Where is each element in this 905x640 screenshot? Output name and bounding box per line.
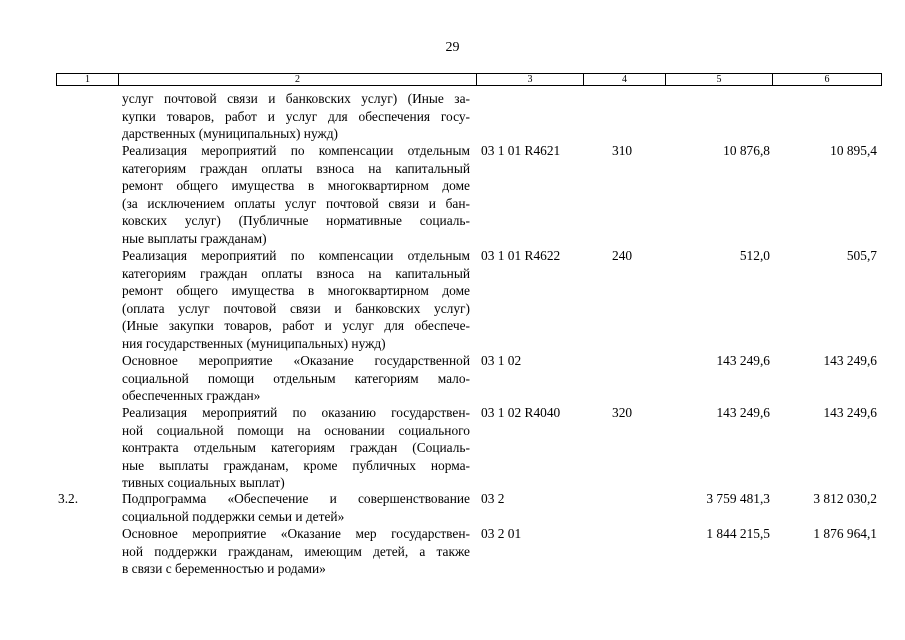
row-value-col6: 1 876 964,1 [813,526,877,541]
row-expense-type: 320 [612,405,633,420]
description-line: Реализация мероприятий по оказанию государствен- [122,405,470,420]
description-line: тивных социальных выплат) [122,475,285,490]
description-line: ной поддержки гражданам, имеющим детей, а также [122,543,470,559]
row-description [122,352,470,405]
row-value-col5: 3 759 481,3 [706,491,770,506]
description-line: купки товаров, работ и услуг для обеспечения госу- [122,108,470,124]
row-value-col6: 505,7 [846,248,877,263]
row-description [122,90,470,143]
row-description [122,404,470,492]
row-code: 03 1 01 R4621 [481,143,561,158]
header-col-2: 2 [118,74,476,85]
header-col-1: 1 [85,74,90,85]
row-expense-type: 240 [612,248,633,263]
row-value-col6: 3 812 030,2 [813,491,877,506]
description-line: ремонт общего имущества в многоквартирном доме [122,178,470,193]
description-line: Реализация мероприятий по компенсации отдельным [122,143,470,158]
description-line: (за исключением оплаты услуг почтовой связи и бан- [122,195,470,211]
row-expense-type: 310 [612,143,633,158]
description-line: ные выплаты гражданам) [122,230,267,246]
page-number: 29 [445,40,460,55]
row-code: 03 2 01 [481,526,522,541]
description-line: социальной помощи отдельным категориям мало- [122,370,470,386]
row-value-col5: 10 876,8 [723,143,770,158]
description-line: дарственных (муниципальных) нужд) [122,126,338,141]
row-value-col6: 143 249,6 [823,353,877,368]
description-line: ные выплаты гражданам, кроме публичных норма- [122,457,470,473]
description-line: в связи с беременностью и родами» [122,561,326,576]
description-line: Реализация мероприятий по компенсации отдельным [122,248,470,263]
description-line: ремонт общего имущества в многоквартирном доме [122,283,470,298]
row-value-col5: 143 249,6 [716,353,770,368]
row-code: 03 1 02 R4040 [481,405,561,420]
row-description [122,247,470,352]
header-col-6: 6 [772,74,881,85]
description-line: контракта отдельным категориям граждан (Социаль- [122,440,470,455]
row-code: 03 2 [481,491,505,506]
header-col-5: 5 [665,74,772,85]
description-line: Подпрограмма «Обеспечение и совершенствование [122,491,470,506]
description-line: ной социальной помощи на основании социального [122,422,470,438]
row-code: 03 1 02 [481,353,522,368]
description-line: категориям граждан оплаты взноса на капитальный [122,265,470,281]
description-line: услуг почтовой связи и банковских услуг) (Иные за- [122,91,470,106]
description-line: обеспеченных граждан» [122,388,261,403]
description-line: (оплата услуг почтовой связи и банковских услуг) [122,300,470,316]
row-code: 03 1 01 R4622 [481,248,561,263]
description-line: ковских услуг) (Публичные нормативные социаль- [122,213,470,228]
row-value-col5: 143 249,6 [716,405,770,420]
description-line: ния государственных (муниципальных) нужд) [122,335,386,351]
header-col-4: 4 [583,74,665,85]
row-value-col5: 512,0 [739,248,770,263]
row-value-col6: 143 249,6 [823,405,877,420]
description-line: Основное мероприятие «Оказание государственной [122,353,470,368]
header-col-3: 3 [476,74,583,85]
description-line: (Иные закупки товаров, работ и услуг для обеспече- [122,318,470,333]
row-value-col5: 1 844 215,5 [706,526,770,541]
description-line: категориям граждан оплаты взноса на капитальный [122,160,470,176]
row-value-col6: 10 895,4 [830,143,877,158]
row-number: 3.2. [58,491,79,506]
row-description [122,142,470,247]
description-line: Основное мероприятие «Оказание мер государствен- [122,526,470,541]
row-description [122,490,470,525]
description-line: социальной поддержки семьи и детей» [122,508,345,524]
row-description [122,525,470,578]
table-header-row [56,73,882,86]
